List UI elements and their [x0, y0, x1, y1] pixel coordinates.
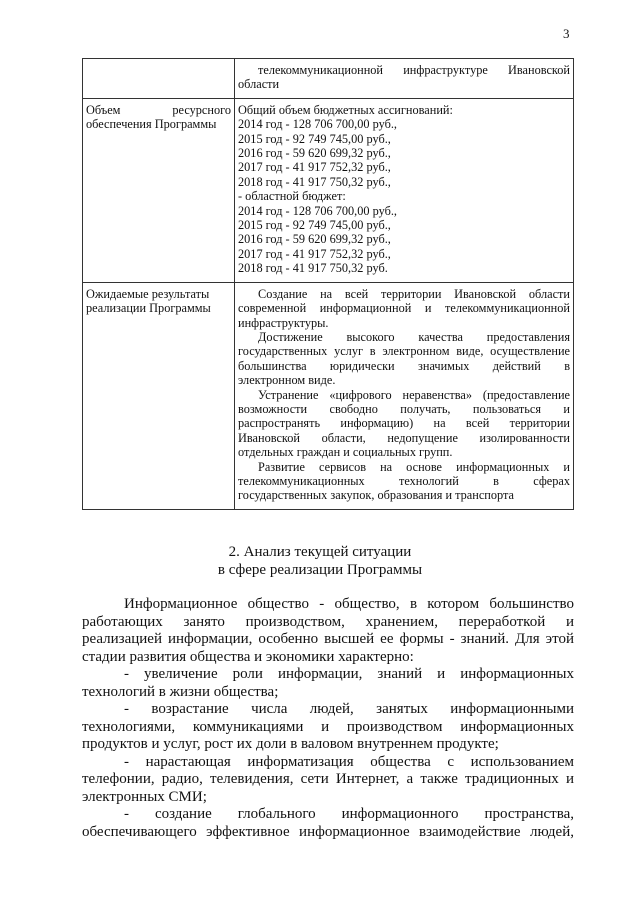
text-line: Информационное общество - общество, в котором большинство: [124, 596, 574, 612]
program-passport-table: [82, 58, 574, 510]
text-line: электронных СМИ;: [82, 788, 207, 805]
text-line: телекоммуникационных технологий в сферах: [238, 473, 570, 488]
table-row-infrastructure: [83, 59, 574, 99]
text-line: государственных услуг в электронном виде, осуществление: [238, 344, 570, 359]
row-label-expected-results: [83, 282, 235, 509]
table-row-funding: [83, 98, 574, 282]
text-line: Объем ресурсного: [86, 102, 231, 117]
text-line: обеспечения Программы: [86, 117, 217, 132]
text-line: современной информационной и телекоммуникационной: [238, 301, 570, 316]
section-title-line: 2. Анализ текущей ситуации: [228, 544, 412, 560]
funding-line: 2018 год - 41 917 750,32 руб.: [238, 261, 388, 276]
text-line: - нарастающая информатизация общества с использованием: [124, 753, 574, 770]
text-line: Устранение «цифрового неравенства» (предоставление: [258, 387, 570, 402]
text-line: - увеличение роли информации, знаний и информационных: [124, 666, 574, 682]
funding-line: 2016 год - 59 620 699,32 руб.,: [238, 232, 391, 247]
list-item: [82, 666, 574, 701]
text-line: Достижение высокого качества предоставления: [258, 329, 570, 344]
text-line: обеспечивающего эффективное информационное взаимодействие людей,: [82, 823, 574, 840]
text-line: области: [238, 77, 280, 92]
text-line: распространять информацию) на всей территории: [238, 416, 570, 431]
text-line: Ожидаемые результаты: [86, 286, 210, 301]
text-line: телефонии, радио, телевидения, сети Интернет, а также традиционных и: [82, 771, 574, 787]
row-value-expected-results: [235, 282, 574, 509]
text-line: электронном виде.: [238, 373, 336, 388]
funding-line: 2015 год - 92 749 745,00 руб.,: [238, 131, 391, 146]
funding-line: 2017 год - 41 917 752,32 руб.,: [238, 246, 391, 261]
text-line: возможности свободно получать, пользоваться и: [238, 401, 570, 416]
text-line: Развитие сервисов на основе информационных и: [258, 459, 570, 474]
text-line: Создание на всей территории Ивановской области: [258, 286, 570, 301]
text-line: отдельных граждан и социальных групп.: [238, 445, 453, 460]
section-title-line: в сфере реализации Программы: [217, 561, 423, 578]
table-row-expected-results: [83, 282, 574, 509]
row-value-infrastructure: [235, 59, 574, 99]
text-line: работающих занято производством, хранением, переработкой и: [82, 613, 574, 630]
text-line: государственных закупок, образования и транспорта: [238, 488, 514, 503]
funding-line: 2014 год - 128 706 700,00 руб.,: [238, 117, 398, 132]
text-line: - возрастание числа людей, занятых информационными: [124, 701, 574, 717]
text-line: стадии развития общества и экономики характерно:: [82, 648, 414, 665]
text-line: большинства юридически значимых действий в: [238, 358, 570, 373]
funding-line: 2015 год - 92 749 745,00 руб.,: [238, 218, 391, 233]
funding-line: - областной бюджет:: [238, 189, 346, 204]
funding-line: 2016 год - 59 620 699,32 руб.,: [238, 146, 391, 161]
funding-line: 2014 год - 128 706 700,00 руб.,: [238, 203, 398, 218]
list-item: [82, 806, 574, 841]
list-item: [82, 754, 574, 807]
funding-line: Общий объем бюджетных ассигнований:: [238, 102, 453, 117]
row-label-empty: [83, 59, 235, 99]
section-heading: [0, 544, 640, 579]
text-line: реализации Программы: [86, 301, 211, 316]
text-line: продуктов и услуг, рост их доли в валовом внутреннем продукте;: [82, 736, 499, 752]
funding-line: 2018 год - 41 917 750,32 руб.,: [238, 174, 391, 189]
text-line: телекоммуникационной инфраструктуре Ивановской: [258, 63, 570, 77]
row-value-funding: [235, 98, 574, 282]
text-line: - создание глобального информационного пространства,: [124, 806, 574, 822]
row-label-funding: [83, 98, 235, 282]
text-line: технологиями, коммуникациями и производством информационных: [82, 718, 574, 735]
paragraph: [82, 596, 574, 666]
text-line: Ивановской области, недопущение изолированности: [238, 430, 570, 445]
text-line: реализацией информации, особенно высшей ее формы - знаний. Для этой: [82, 631, 574, 647]
text-line: технологий в жизни общества;: [82, 683, 279, 700]
funding-line: 2017 год - 41 917 752,32 руб.,: [238, 160, 391, 175]
text-line: инфраструктуры.: [238, 315, 329, 330]
page-number: 3: [563, 26, 570, 41]
body-text: [82, 596, 574, 841]
list-item: [82, 701, 574, 754]
